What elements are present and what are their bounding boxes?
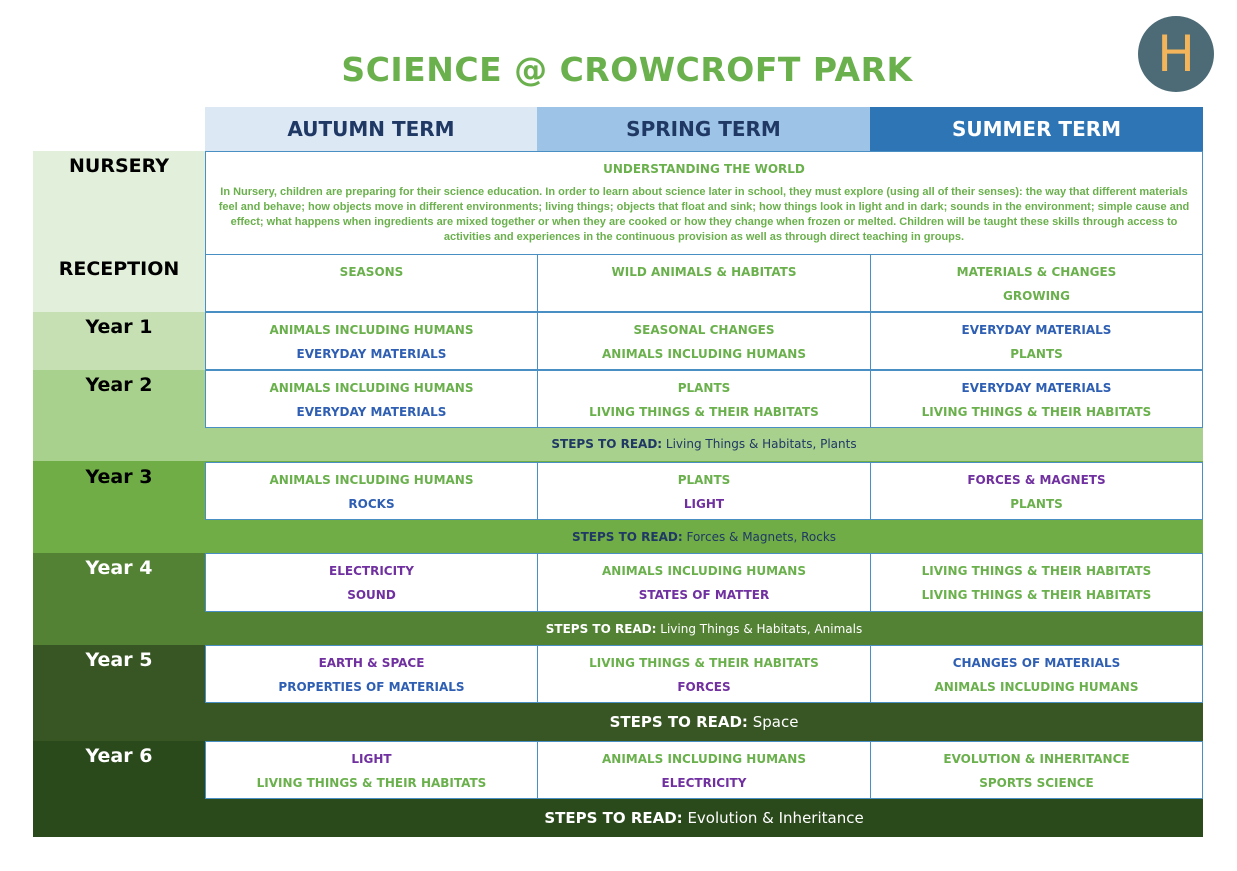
year5-steps-to-read: STEPS TO READ: Space xyxy=(609,713,799,731)
year1-label: Year 1 xyxy=(85,316,153,338)
year3-label: Year 3 xyxy=(85,466,153,488)
year3-spring-cell: PLANTS LIGHT xyxy=(537,462,871,520)
year1-autumn-cell: ANIMALS INCLUDING HUMANS EVERYDAY MATERIALS xyxy=(205,312,538,370)
year5-autumn-cell: EARTH & SPACE PROPERTIES OF MATERIALS xyxy=(205,645,538,703)
year4-spring-cell: ANIMALS INCLUDING HUMANS STATES OF MATTER xyxy=(537,553,871,612)
year3-autumn-cell: ANIMALS INCLUDING HUMANS ROCKS xyxy=(205,462,538,520)
spring-term-header: SPRING TERM xyxy=(537,107,870,151)
year2-label: Year 2 xyxy=(85,374,153,396)
year6-steps-to-read: STEPS TO READ: Evolution & Inheritance xyxy=(544,809,864,827)
year3-summer-cell: FORCES & MAGNETS PLANTS xyxy=(870,462,1203,520)
reception-label: RECEPTION xyxy=(58,258,180,280)
year3-steps-to-read: STEPS TO READ: Forces & Magnets, Rocks xyxy=(571,530,837,544)
year2-summer-cell: EVERYDAY MATERIALS LIVING THINGS & THEIR HABITATS xyxy=(870,370,1203,428)
reception-summer-cell: MATERIALS & CHANGES GROWING xyxy=(870,254,1203,312)
logo-letter: H xyxy=(1157,25,1195,83)
year1-spring-cell: SEASONAL CHANGES ANIMALS INCLUDING HUMANS xyxy=(537,312,871,370)
year2-steps-to-read: STEPS TO READ: Living Things & Habitats, Plants xyxy=(551,437,857,451)
year5-label: Year 5 xyxy=(85,649,153,671)
summer-term-header: SUMMER TERM xyxy=(870,107,1203,151)
year1-summer-cell: EVERYDAY MATERIALS PLANTS xyxy=(870,312,1203,370)
year2-autumn-cell: ANIMALS INCLUDING HUMANS EVERYDAY MATERIALS xyxy=(205,370,538,428)
year4-label: Year 4 xyxy=(85,557,153,579)
nursery-overview xyxy=(205,151,1203,255)
year6-spring-cell: ANIMALS INCLUDING HUMANS ELECTRICITY xyxy=(537,741,871,799)
year6-autumn-cell: LIGHT LIVING THINGS & THEIR HABITATS xyxy=(205,741,538,799)
year6-summer-cell: EVOLUTION & INHERITANCE SPORTS SCIENCE xyxy=(870,741,1203,799)
reception-autumn-cell: SEASONS xyxy=(205,254,538,312)
school-logo xyxy=(1138,16,1214,92)
nursery-heading: UNDERSTANDING THE WORLD xyxy=(603,162,805,176)
year4-autumn-cell: ELECTRICITY SOUND xyxy=(205,553,538,612)
year2-spring-cell: PLANTS LIVING THINGS & THEIR HABITATS xyxy=(537,370,871,428)
year6-label: Year 6 xyxy=(85,745,153,767)
autumn-term-header: AUTUMN TERM xyxy=(205,107,537,151)
year5-spring-cell: LIVING THINGS & THEIR HABITATS FORCES xyxy=(537,645,871,703)
page-title: SCIENCE @ CROWCROFT PARK xyxy=(341,50,913,89)
year5-summer-cell: CHANGES OF MATERIALS ANIMALS INCLUDING HUMANS xyxy=(870,645,1203,703)
reception-spring-cell: WILD ANIMALS & HABITATS xyxy=(537,254,871,312)
year4-steps-to-read: STEPS TO READ: Living Things & Habitats, Animals xyxy=(545,622,863,636)
nursery-label: NURSERY xyxy=(69,155,169,177)
year4-summer-cell: LIVING THINGS & THEIR HABITATS LIVING THINGS & THEIR HABITATS xyxy=(870,553,1203,612)
nursery-text: In Nursery, children are preparing for their science education. In order to learn about science later in school, they must explore (using all of their senses): the way that different materials feel and behave; how objects move in different environments; living things; objects that float and sink; how things look in light and in dark; sounds in the environment; simple cause and effect; what happens when ingredients are mixed together or when they are cooked or how they change when frozen or melted. Children will be taught these skills through access to activities and experiences in the continuous provision as well as through direct teaching in groups. xyxy=(218,186,1190,243)
